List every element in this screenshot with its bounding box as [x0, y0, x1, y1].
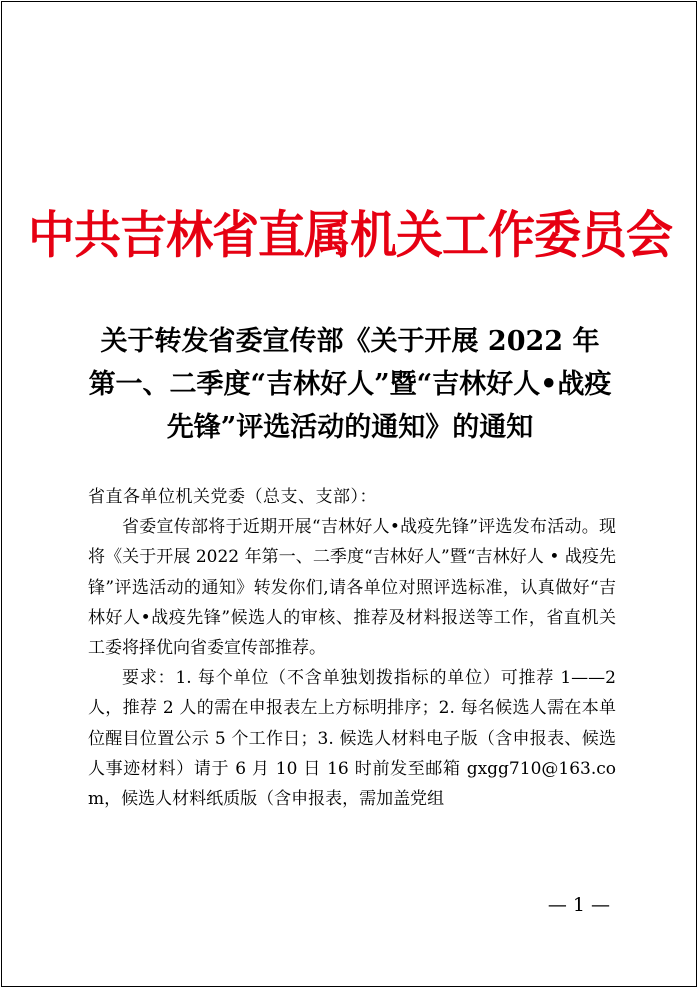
document-title [0, 320, 700, 449]
salutation: 省直各单位机关党委（总支、支部）： [88, 487, 377, 507]
document-body [88, 482, 616, 814]
title-line: 关于转发省委宣传部《关于开展 2022 年 [100, 326, 600, 357]
title-line: 第一、二季度“吉林好人”暨“吉林好人•战疫 [88, 369, 612, 400]
page-number: — 1 — [547, 894, 610, 916]
body-paragraph: 要求：1. 每个单位（不含单独划拨指标的单位）可推荐 1——2 人，推荐 2 人的需在申报表左上方标明排序；2. 每名候选人需在本单位醒目位置公示 5 个工作日；3. 候选人材料电子版（含申报表、候选人事迹材料）请于 6 月 10 日 16 时前发至邮箱 gxgg710@163.com，候选人材料纸质版（含申报表，需加盖党组 [88, 668, 616, 810]
org-header: 中共吉林省直属机关工作委员会 [28, 206, 672, 266]
body-paragraph: 省委宣传部将于近期开展“吉林好人•战疫先锋”评选发布活动。现将《关于开展 2022 年第一、二季度“吉林好人”暨“吉林好人 • 战疫先锋”评选活动的通知》转发你们,请各单位对照评选标准，认真做好“吉林好人•战疫先锋”候选人的审核、推荐及材料报送等工作，省直机关工委将择优向省委宣传部推荐。 [88, 517, 616, 659]
title-line: 先锋”评选活动的通知》的通知 [166, 412, 534, 443]
